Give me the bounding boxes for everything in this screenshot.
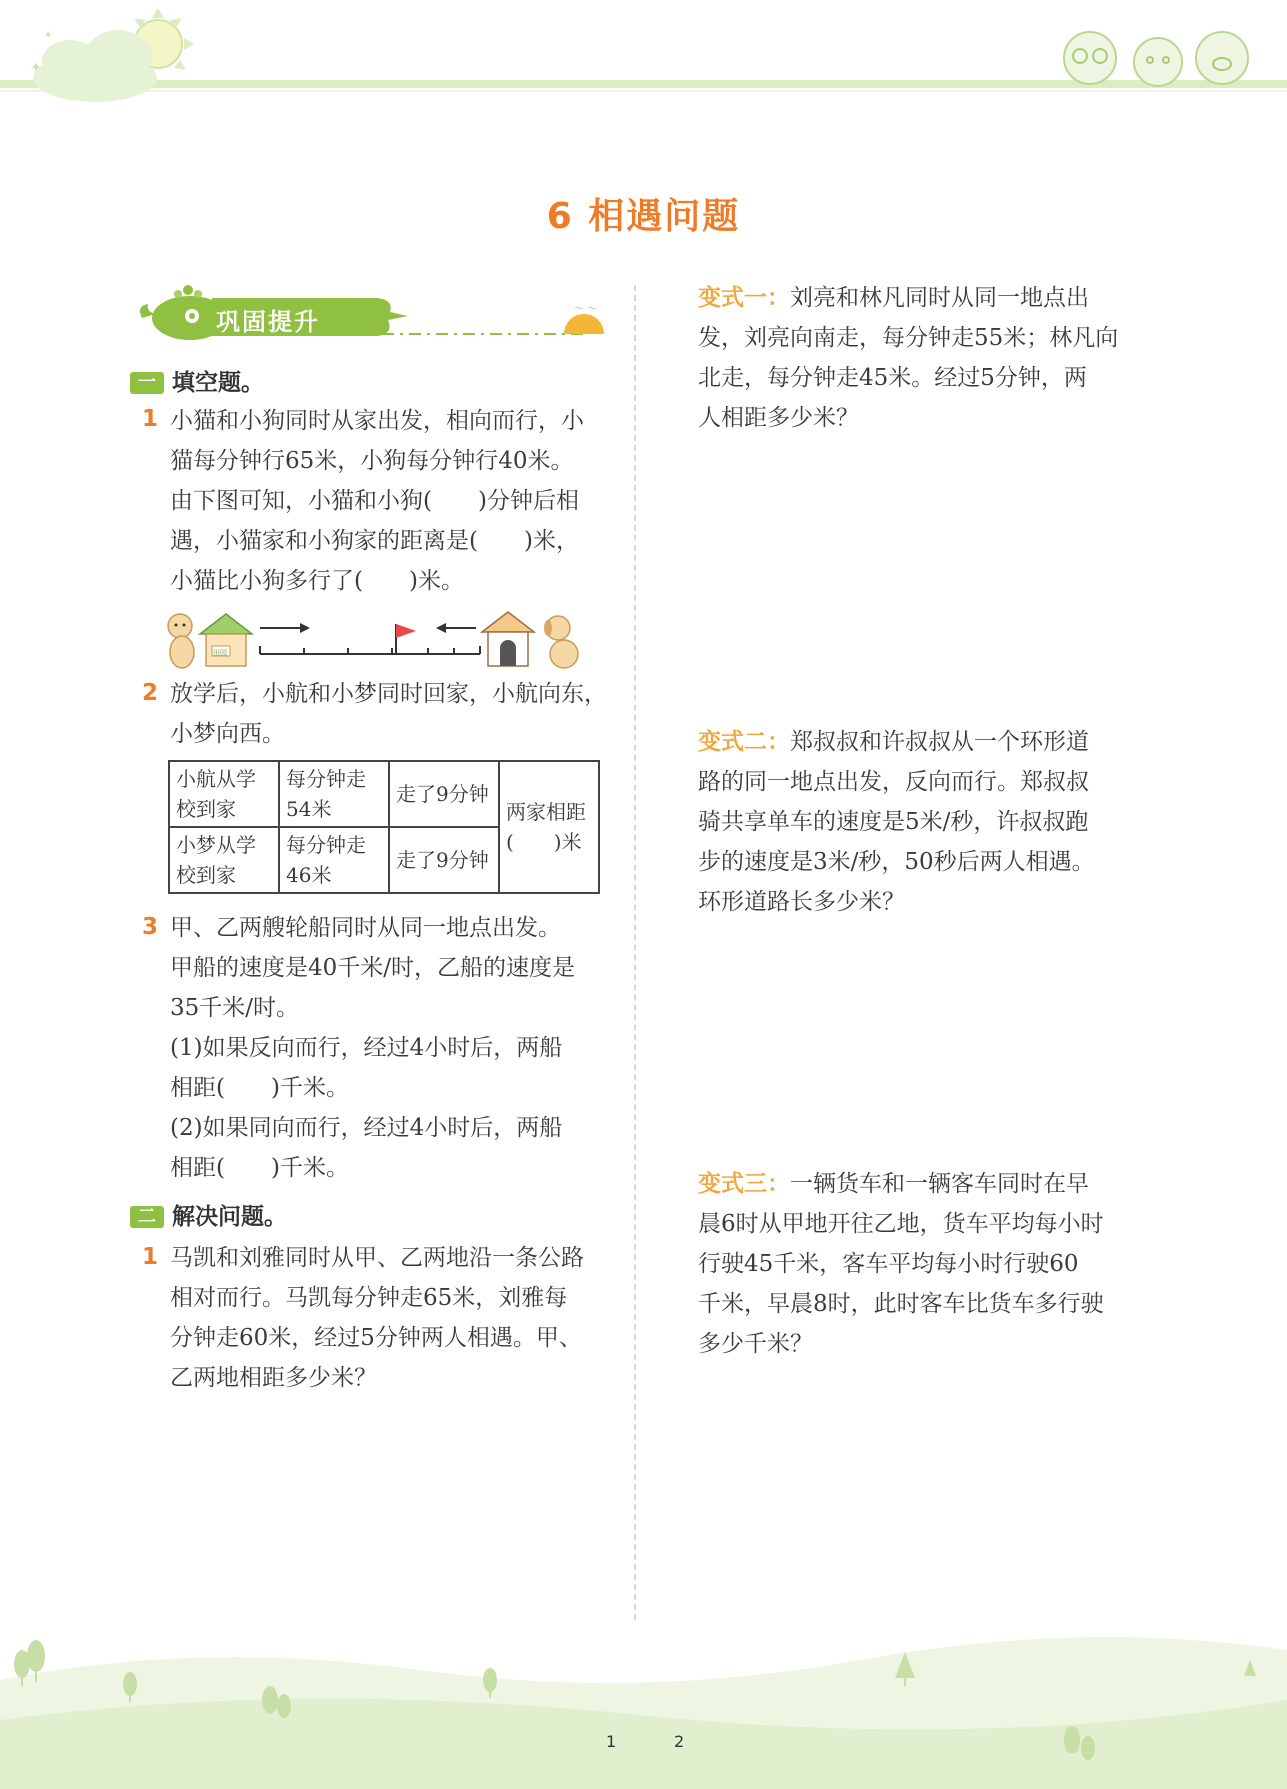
text-line: 35千米/时。 [170, 995, 300, 1021]
section-1-heading [130, 364, 264, 397]
table-cell: 走了9分钟 [389, 761, 499, 827]
text-line: 行驶45千米，客车平均每小时行驶60 [698, 1251, 1079, 1277]
section-1-title: 填空题。 [172, 370, 264, 396]
text-line: 小猫和小狗同时从家出发，相向而行，小 [170, 408, 584, 434]
text-line: 晨6时从甲地开往乙地，货车平均每小时 [698, 1211, 1104, 1237]
problem-1-number: 1 [142, 1244, 159, 1270]
star-icon: ✦ [44, 30, 53, 41]
text-line: (2)如果同向而行，经过4小时后，两船 [170, 1115, 563, 1141]
star-icon: ✦ [30, 60, 42, 76]
column-divider [634, 285, 636, 1620]
cat-icon [168, 614, 194, 668]
text-line: 相距( )千米。 [170, 1155, 349, 1181]
table-cell: 小梦从学校到家 [169, 827, 279, 893]
variant-1-label: 变式一： [698, 285, 790, 311]
table-cell-total: 两家相距( )米 [499, 761, 599, 893]
text-line: 甲船的速度是40千米/时，乙船的速度是 [170, 955, 576, 981]
text-line [698, 278, 1148, 318]
page-number-right: 2 [674, 1732, 685, 1751]
cat-house-sign: 田园 [213, 649, 227, 657]
question-3-text [170, 908, 620, 1188]
text-line: 相对而行。马凯每分钟走65米，刘雅每 [170, 1285, 568, 1311]
text-line: 骑共享单车的速度是5米/秒，许叔叔跑 [698, 809, 1089, 835]
text-line: 甲、乙两艘轮船同时从同一地点出发。 [170, 915, 561, 941]
sun-cloud-decoration [0, 0, 220, 115]
section-2-heading [130, 1198, 287, 1231]
text-line: 多少千米？ [698, 1331, 813, 1357]
table-cell: 走了9分钟 [389, 827, 499, 893]
text-line: 小梦向西。 [170, 721, 285, 747]
monkey-face-icon [1134, 38, 1182, 86]
section-1-mark: 一 [130, 372, 164, 394]
dog-house-icon [482, 612, 534, 666]
section-2-mark: 二 [130, 1206, 164, 1228]
question-2-number: 2 [142, 680, 159, 706]
animal-faces-decoration [1050, 18, 1265, 90]
cat-face-icon [1064, 32, 1116, 84]
variant-3 [698, 1164, 1148, 1364]
text-line: 环形道路长多少米？ [698, 889, 905, 915]
text-line [698, 722, 1148, 762]
text-line: 相距( )千米。 [170, 1075, 349, 1101]
question-1-number: 1 [142, 406, 159, 432]
page-title: 6 相遇问题 [546, 196, 741, 237]
text-line: 小猫比小狗多行了( )米。 [170, 568, 464, 594]
section-banner [132, 282, 617, 344]
text-line: 发，刘亮向南走，每分钟走55米；林凡向 [698, 325, 1119, 351]
text-line: 猫每分钟行65米，小狗每分钟行40米。 [170, 448, 574, 474]
svg-text:〜 〜: 〜 〜 [574, 304, 598, 315]
question-3-number: 3 [142, 914, 159, 940]
text-line [698, 1164, 1148, 1204]
text-line: 分钟走60米，经过5分钟两人相遇。甲、 [170, 1325, 582, 1351]
text-line: 路的同一地点出发，反向而行。郑叔叔 [698, 769, 1089, 795]
text-line: 放学后，小航和小梦同时回家，小航向东， [170, 681, 607, 707]
question-2-text [170, 674, 620, 754]
text-line: (1)如果反向而行，经过4小时后，两船 [170, 1035, 563, 1061]
footer-hills [0, 1620, 1287, 1789]
text-line: 千米，早晨8时，此时客车比货车多行驶 [698, 1291, 1104, 1317]
section-2-title: 解决问题。 [172, 1204, 287, 1230]
text-line: 马凯和刘雅同时从甲、乙两地沿一条公路 [170, 1245, 584, 1271]
problem-1-text [170, 1238, 620, 1398]
meeting-flag-icon [396, 624, 416, 638]
question-1-text [170, 401, 620, 601]
variant-3-label: 变式三： [698, 1171, 790, 1197]
cat-house-icon [200, 614, 252, 666]
text-line: 遇，小猫家和小狗家的距离是( )米， [170, 528, 579, 554]
section-banner-label: 巩固提升 [216, 308, 320, 336]
dog-icon [544, 616, 578, 668]
text-line: 乙两地相距多少米？ [170, 1365, 377, 1391]
variant-1 [698, 278, 1148, 438]
meeting-diagram [160, 608, 590, 672]
page-number-left: 1 [606, 1732, 617, 1751]
text-line: 人相距多少米？ [698, 405, 859, 431]
table-cell: 小航从学校到家 [169, 761, 279, 827]
text-line: 由下图可知，小猫和小狗( )分钟后相 [170, 488, 579, 514]
text-line: 步的速度是3米/秒，50秒后两人相遇。 [698, 849, 1095, 875]
table-cell: 每分钟走54米 [279, 761, 389, 827]
text-line: 北走，每分钟走45米。经过5分钟，两 [698, 365, 1087, 391]
variant-2-label: 变式二： [698, 729, 790, 755]
variant-1-line: 刘亮和林凡同时从同一地点出 [790, 285, 1089, 311]
walk-data-table [168, 760, 600, 894]
variant-2-line: 郑叔叔和许叔叔从一个环形道 [790, 729, 1089, 755]
sunset-icon [564, 314, 604, 334]
variant-2 [698, 722, 1148, 922]
table-cell: 每分钟走46米 [279, 827, 389, 893]
variant-3-line: 一辆货车和一辆客车同时在早 [790, 1171, 1089, 1197]
table-row [169, 761, 599, 827]
